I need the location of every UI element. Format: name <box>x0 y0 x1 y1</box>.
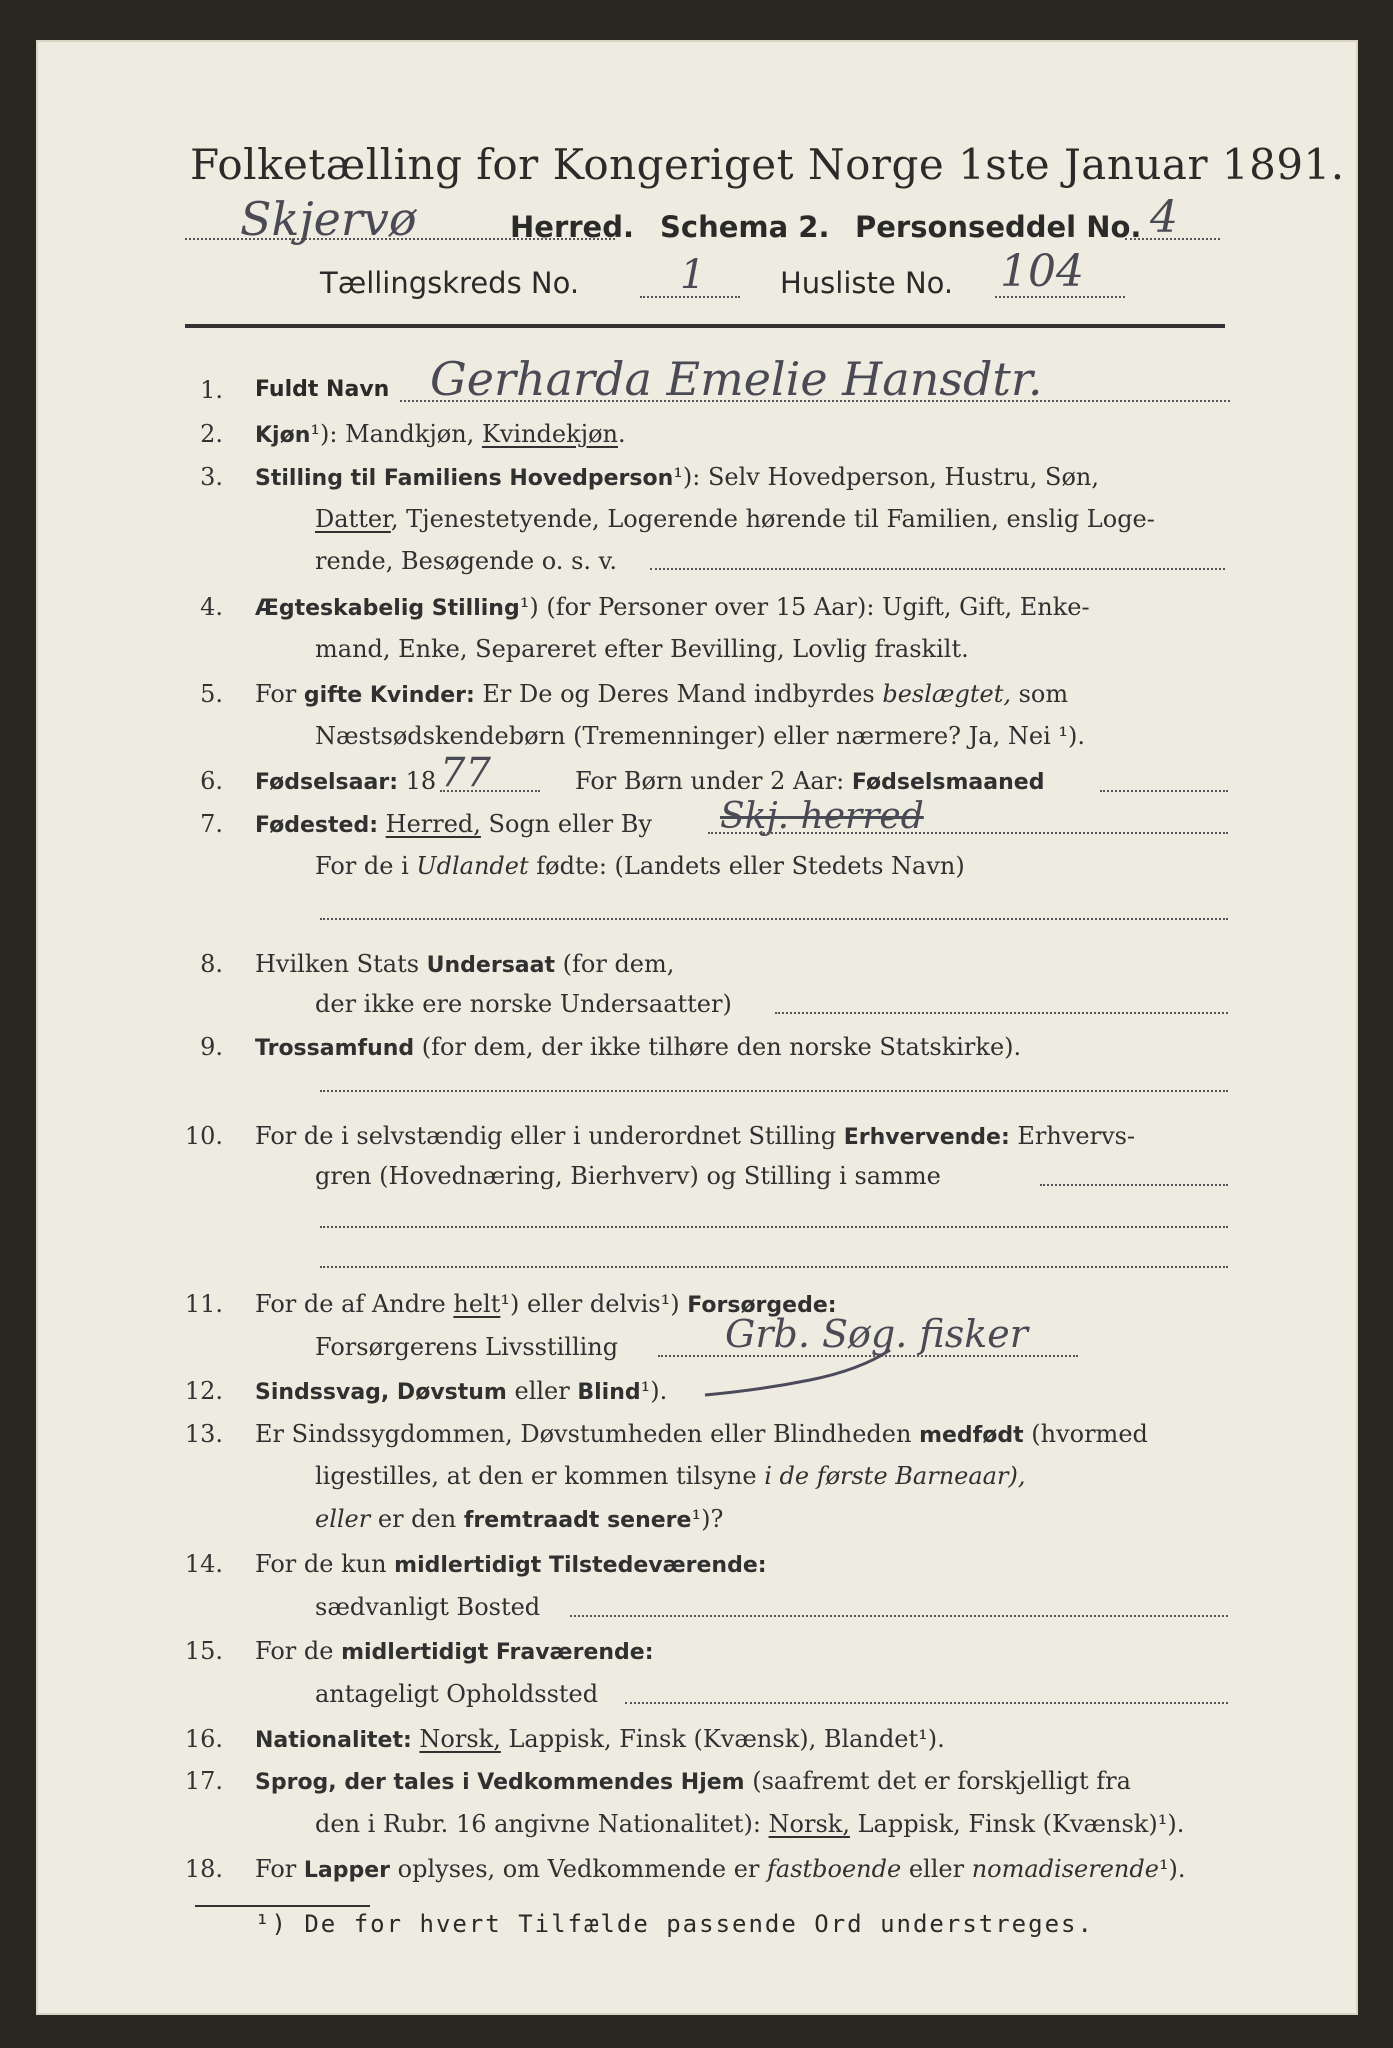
q3-label: Stilling til Familiens Hovedperson <box>255 466 674 491</box>
q6-mid: For Børn under 2 Aar: Fødselsmaaned <box>575 767 1045 795</box>
q7-abroad-line <box>320 918 1228 920</box>
q9-number: 9. <box>200 1033 223 1061</box>
q6-label2: Fødselsmaaned <box>851 770 1045 795</box>
q1-value: Gerharda Emelie Hansdtr. <box>430 352 1043 406</box>
q10-label: Erhvervende: <box>843 1125 1010 1150</box>
q12-number: 12. <box>184 1377 223 1405</box>
husliste-label: Husliste No. <box>780 266 954 300</box>
q7-selected: Herred, <box>385 810 481 838</box>
q6-month-line <box>1100 790 1228 792</box>
q6-value: 77 <box>440 750 491 796</box>
q5-number: 5. <box>200 680 223 708</box>
q17-label: Sprog, der tales i Vedkommendes Hjem <box>255 1770 745 1795</box>
q14-number: 14. <box>184 1550 223 1578</box>
q13-line3: eller er den fremtraadt senere¹)? <box>315 1505 724 1533</box>
q9-line: Trossamfund (for dem, der ikke tilhøre den norske Statskirke). <box>255 1033 1022 1061</box>
q15-label: midlertidigt Fraværende: <box>341 1640 654 1665</box>
q13-number: 13. <box>184 1420 223 1448</box>
q14-fill-line <box>570 1615 1228 1617</box>
q5-line1: For gifte Kvinder: Er De og Deres Mand indbyrdes beslægtet, som <box>255 680 1069 708</box>
kreds-value: 1 <box>680 252 706 298</box>
q6-line: Fødselsaar: 18 <box>255 767 437 795</box>
q14-line1: For de kun midlertidigt Tilstedeværende: <box>255 1550 767 1578</box>
q3-fill-line <box>650 568 1225 570</box>
husliste-value: 104 <box>1000 246 1084 297</box>
q8-number: 8. <box>200 950 223 978</box>
q6-year-line <box>440 790 540 792</box>
personseddel-label: Personseddel No. <box>855 210 1142 244</box>
q4-number: 4. <box>200 593 223 621</box>
q13-line1: Er Sindssygdommen, Døvstumheden eller Blindheden medfødt (hvormed <box>255 1420 1148 1448</box>
footnote-rule <box>195 1905 370 1907</box>
q17-line2: den i Rubr. 16 angivne Nationalitet): Norsk, Lappisk, Finsk (Kvænsk)¹). <box>315 1810 1185 1838</box>
herred-label: Herred. <box>510 210 634 244</box>
q18-number: 18. <box>184 1855 223 1883</box>
q16-number: 16. <box>184 1725 223 1753</box>
q13-label: medfødt <box>919 1423 1024 1448</box>
q3-line2: Datter, Tjenestetyende, Logerende hørende til Familien, enslig Loge- <box>315 505 1155 533</box>
q4-line1: Ægteskabelig Stilling¹) (for Personer over 15 Aar): Ugift, Gift, Enke- <box>255 593 1090 621</box>
q8-line2: der ikke ere norske Undersaatter) <box>315 990 732 1018</box>
q18-label: Lapper <box>303 1858 391 1883</box>
q15-fill-line <box>625 1702 1228 1704</box>
q11-selected: helt <box>453 1290 501 1318</box>
q2-text: Kjøn¹): Mandkjøn, Kvindekjøn. <box>255 420 626 448</box>
q2-number: 2. <box>200 420 223 448</box>
q15-line2: antageligt Opholdssted <box>315 1680 599 1708</box>
q6-number: 6. <box>200 767 223 795</box>
form-title: Folketælling for Kongeriget Norge 1ste Januar 1891. <box>190 140 1345 189</box>
q1-number: 1. <box>200 376 223 404</box>
q5-line2: Næstsødskendebørn (Tremenninger) eller nærmere? Ja, Nei ¹). <box>315 722 1085 750</box>
q12-strike-mark <box>700 1340 900 1410</box>
kreds-label: Tællingskreds No. <box>320 266 580 300</box>
q1-label: Fuldt Navn <box>255 377 390 402</box>
schema-label: Schema 2. <box>660 210 830 244</box>
q10-line2: gren (Hovednæring, Bierhverv) og Stilling i samme <box>315 1162 941 1190</box>
q7-line1: Fødested: Herred, Sogn eller By <box>255 810 652 838</box>
q17-line1: Sprog, der tales i Vedkommendes Hjem (saafremt det er forskjelligt fra <box>255 1767 1131 1795</box>
q13-label2: fremtraadt senere <box>463 1508 692 1533</box>
q6-label: Fødselsaar: <box>255 770 398 795</box>
q10-fill-line3 <box>320 1266 1228 1268</box>
personseddel-value: 4 <box>1150 192 1178 243</box>
q7-line <box>708 832 1228 834</box>
header-rule <box>185 324 1225 328</box>
q16-selected: Norsk, <box>419 1725 501 1753</box>
q3-selected: Datter <box>315 505 391 533</box>
q3-line3: rende, Besøgende o. s. v. <box>315 547 617 575</box>
q10-line1: For de i selvstændig eller i underordnet Stilling Erhvervende: Erhvervs- <box>255 1122 1136 1150</box>
q16-line: Nationalitet: Norsk, Lappisk, Finsk (Kvænsk), Blandet¹). <box>255 1725 945 1753</box>
q9-fill-line <box>320 1090 1228 1092</box>
q7-number: 7. <box>200 810 223 838</box>
q10-number: 10. <box>184 1122 223 1150</box>
q15-line1: For de midlertidigt Fraværende: <box>255 1637 654 1665</box>
q12-label2: Blind <box>577 1380 641 1405</box>
q13-line2: ligestilles, at den er kommen tilsyne i de første Barneaar), <box>315 1462 1026 1490</box>
q10-fill-line <box>1040 1184 1228 1186</box>
q11-label: Forsørgede: <box>687 1293 837 1318</box>
q2-selected: Kvindekjøn <box>481 420 619 448</box>
q17-selected: Norsk, <box>768 1810 850 1838</box>
q15-number: 15. <box>184 1637 223 1665</box>
q12-label: Sindssvag, Døvstum <box>255 1380 507 1405</box>
q14-line2: sædvanligt Bosted <box>315 1593 541 1621</box>
q8-fill-line <box>775 1012 1228 1014</box>
q7-line2: For de i Udlandet fødte: (Landets eller Stedets Navn) <box>315 852 965 880</box>
q9-label: Trossamfund <box>255 1036 415 1061</box>
q8-label: Undersaat <box>426 953 556 978</box>
q10-fill-line2 <box>320 1226 1228 1228</box>
herred-value: Skjervø <box>240 192 417 246</box>
footnote: ¹) De for hvert Tilfælde passende Ord understreges. <box>255 1910 1094 1938</box>
q11-line1: For de af Andre helt¹) eller delvis¹) Forsørgede: <box>255 1290 837 1318</box>
q3-line1: Stilling til Familiens Hovedperson¹): Selv Hovedperson, Hustru, Søn, <box>255 463 1099 491</box>
census-form-page <box>36 40 1358 2015</box>
q17-number: 17. <box>184 1767 223 1795</box>
q4-label: Ægteskabelig Stilling <box>255 596 520 621</box>
q11-value: Grb. Søg. fisker <box>725 1312 1028 1356</box>
q11-line2: Forsørgerens Livsstilling <box>315 1333 619 1361</box>
q7-value: Skj. herred <box>720 796 924 837</box>
q14-label: midlertidigt Tilstedeværende: <box>394 1553 767 1578</box>
q7-label: Fødested: <box>255 813 378 838</box>
q4-line2: mand, Enke, Separeret efter Bevilling, Lovlig fraskilt. <box>315 635 969 663</box>
q3-number: 3. <box>200 463 223 491</box>
q12-line: Sindssvag, Døvstum eller Blind¹). <box>255 1377 668 1405</box>
q16-label: Nationalitet: <box>255 1728 412 1753</box>
q2-label: Kjøn <box>255 423 311 448</box>
q18-line: For Lapper oplyses, om Vedkommende er fastboende eller nomadiserende¹). <box>255 1855 1186 1883</box>
q8-line1: Hvilken Stats Undersaat (for dem, <box>255 950 675 978</box>
q5-label: gifte Kvinder: <box>303 683 475 708</box>
q11-number: 11. <box>184 1290 223 1318</box>
